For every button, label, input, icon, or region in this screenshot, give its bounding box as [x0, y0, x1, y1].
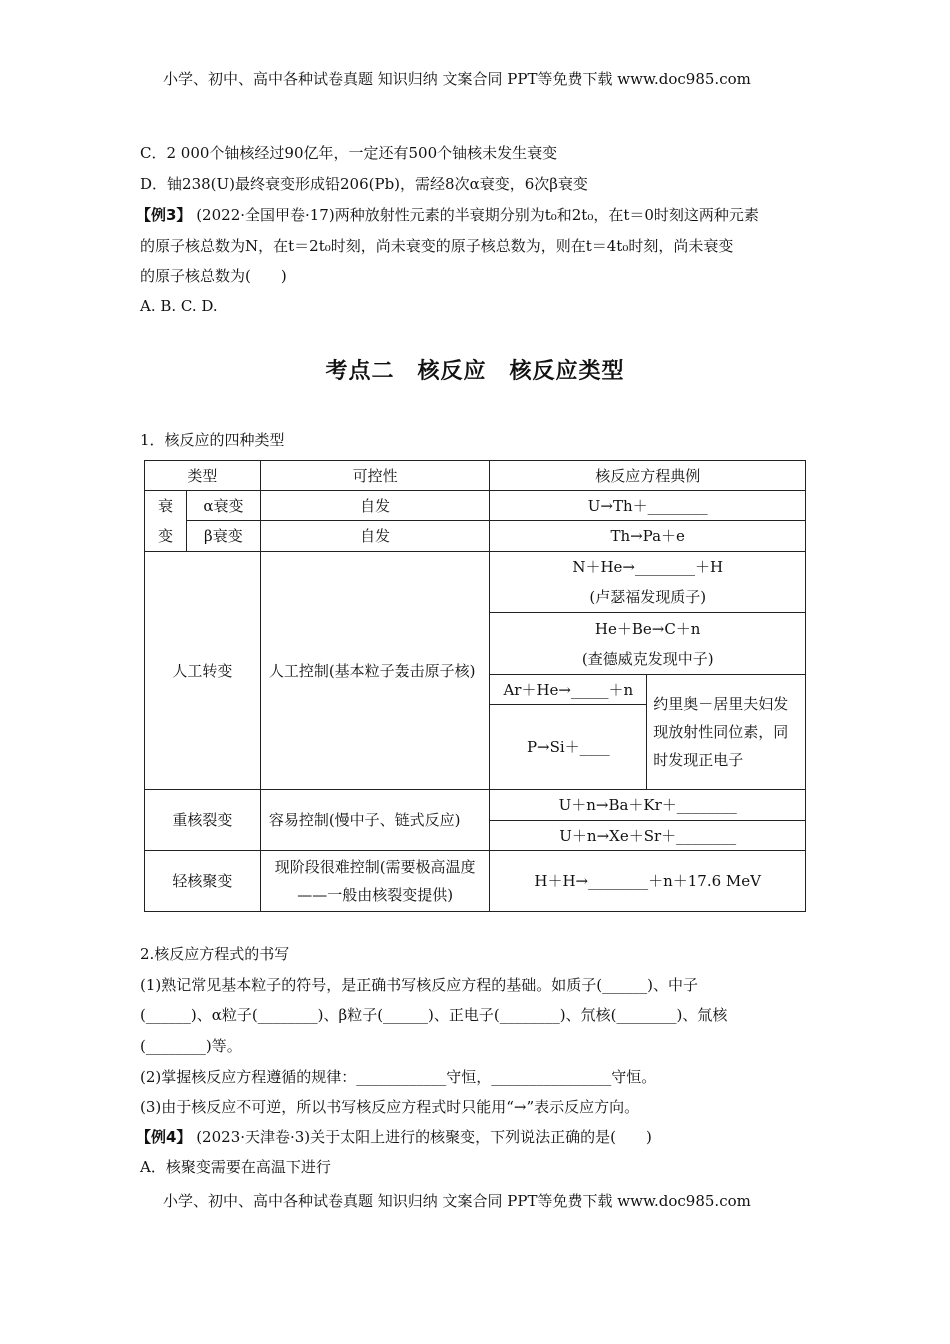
example-3-line-3: 的原子核总数为( )	[140, 267, 287, 285]
part2-p1-line-3: (________)等。	[140, 1037, 242, 1055]
page-header: 小学、初中、高中各种试卷真题 知识归纳 文案合同 PPT等免费下载 www.doc985.com	[163, 70, 751, 88]
table-row	[145, 491, 806, 521]
table-header-row	[145, 461, 806, 491]
page-footer: 小学、初中、高中各种试卷真题 知识归纳 文案合同 PPT等免费下载 www.doc985.com	[163, 1192, 751, 1210]
example-3-text: (2022·全国甲卷·17)两种放射性元素的半衰期分别为t₀和2t₀，在t＝0时刻这两种元素	[191, 206, 759, 224]
example-3-options: A. B. C. D.	[140, 297, 218, 315]
table-row	[145, 552, 806, 613]
part2-title: 2.核反应方程式的书写	[140, 945, 290, 963]
example-4-text: (2023·天津卷·3)关于太阳上进行的核聚变，下列说法正确的是( )	[191, 1128, 652, 1146]
beta-example: Th→Pa＋e	[490, 521, 806, 552]
fusion-type: 轻核聚变	[145, 851, 261, 912]
header-control: 可控性	[260, 461, 490, 491]
beta-type: β衰变	[186, 521, 260, 552]
option-d: D．铀238(U)最终衰变形成铅206(Pb)，需经8次α衰变，6次β衰变	[140, 175, 588, 193]
section-title: 考点二 核反应 核反应类型	[325, 359, 625, 384]
alpha-control: 自发	[260, 491, 490, 521]
part2-p1-line-1: (1)熟记常见基本粒子的符号，是正确书写核反应方程的基础。如质子(______)、中子	[140, 976, 698, 994]
table-row	[145, 790, 806, 821]
part2-p1-line-2: (______)、α粒子(________)、β粒子(______)、正电子(________)、氘核(________)、氚核	[140, 1006, 728, 1024]
alpha-example: U→Th＋________	[490, 491, 806, 521]
part2-p2: (2)掌握核反应方程遵循的规律：____________守恒，________________守恒。	[140, 1068, 657, 1086]
artificial-example-4: P→Si＋____	[490, 705, 647, 790]
fission-example-1: U＋n→Ba＋Kr＋________	[490, 790, 806, 821]
table-row	[145, 521, 806, 552]
artificial-example-2: He＋Be→C＋n (查德威克发现中子)	[490, 613, 806, 675]
decay-group-label: 衰 变	[145, 491, 187, 552]
example-4-label: 【例4】	[136, 1128, 192, 1146]
fusion-control: 现阶段很难控制(需要极高温度——一般由核裂变提供)	[260, 851, 490, 912]
header-type: 类型	[145, 461, 261, 491]
artificial-example-3: Ar＋He→_____＋n	[490, 675, 647, 705]
table-row	[145, 851, 806, 912]
example-4	[136, 1127, 652, 1147]
beta-control: 自发	[260, 521, 490, 552]
fission-example-2: U＋n→Xe＋Sr＋________	[490, 821, 806, 851]
part2-p3: (3)由于核反应不可逆，所以书写核反应方程式时只能用“→”表示反应方向。	[140, 1098, 640, 1116]
example-4-option-a: A．核聚变需要在高温下进行	[140, 1158, 331, 1176]
header-example: 核反应方程典例	[490, 461, 806, 491]
artificial-example-note: 约里奥－居里夫妇发现放射性同位素，同时发现正电子	[647, 675, 806, 790]
reaction-types-table	[144, 460, 806, 912]
example-3-line-1	[136, 205, 759, 225]
table-intro: 1．核反应的四种类型	[140, 431, 285, 449]
fission-type: 重核裂变	[145, 790, 261, 851]
artificial-control: 人工控制(基本粒子轰击原子核)	[260, 552, 490, 790]
fission-control: 容易控制(慢中子、链式反应)	[260, 790, 490, 851]
artificial-type: 人工转变	[145, 552, 261, 790]
fusion-example: H＋H→________＋n＋17.6 MeV	[490, 851, 806, 912]
alpha-type: α衰变	[186, 491, 260, 521]
example-3-line-2: 的原子核总数为N，在t＝2t₀时刻，尚未衰变的原子核总数为，则在t＝4t₀时刻，尚未衰变	[140, 237, 734, 255]
example-3-label: 【例3】	[136, 206, 192, 224]
artificial-example-1: N＋He→________＋H (卢瑟福发现质子)	[490, 552, 806, 613]
option-c: C．2 000个铀核经过90亿年，一定还有500个铀核未发生衰变	[140, 144, 558, 162]
